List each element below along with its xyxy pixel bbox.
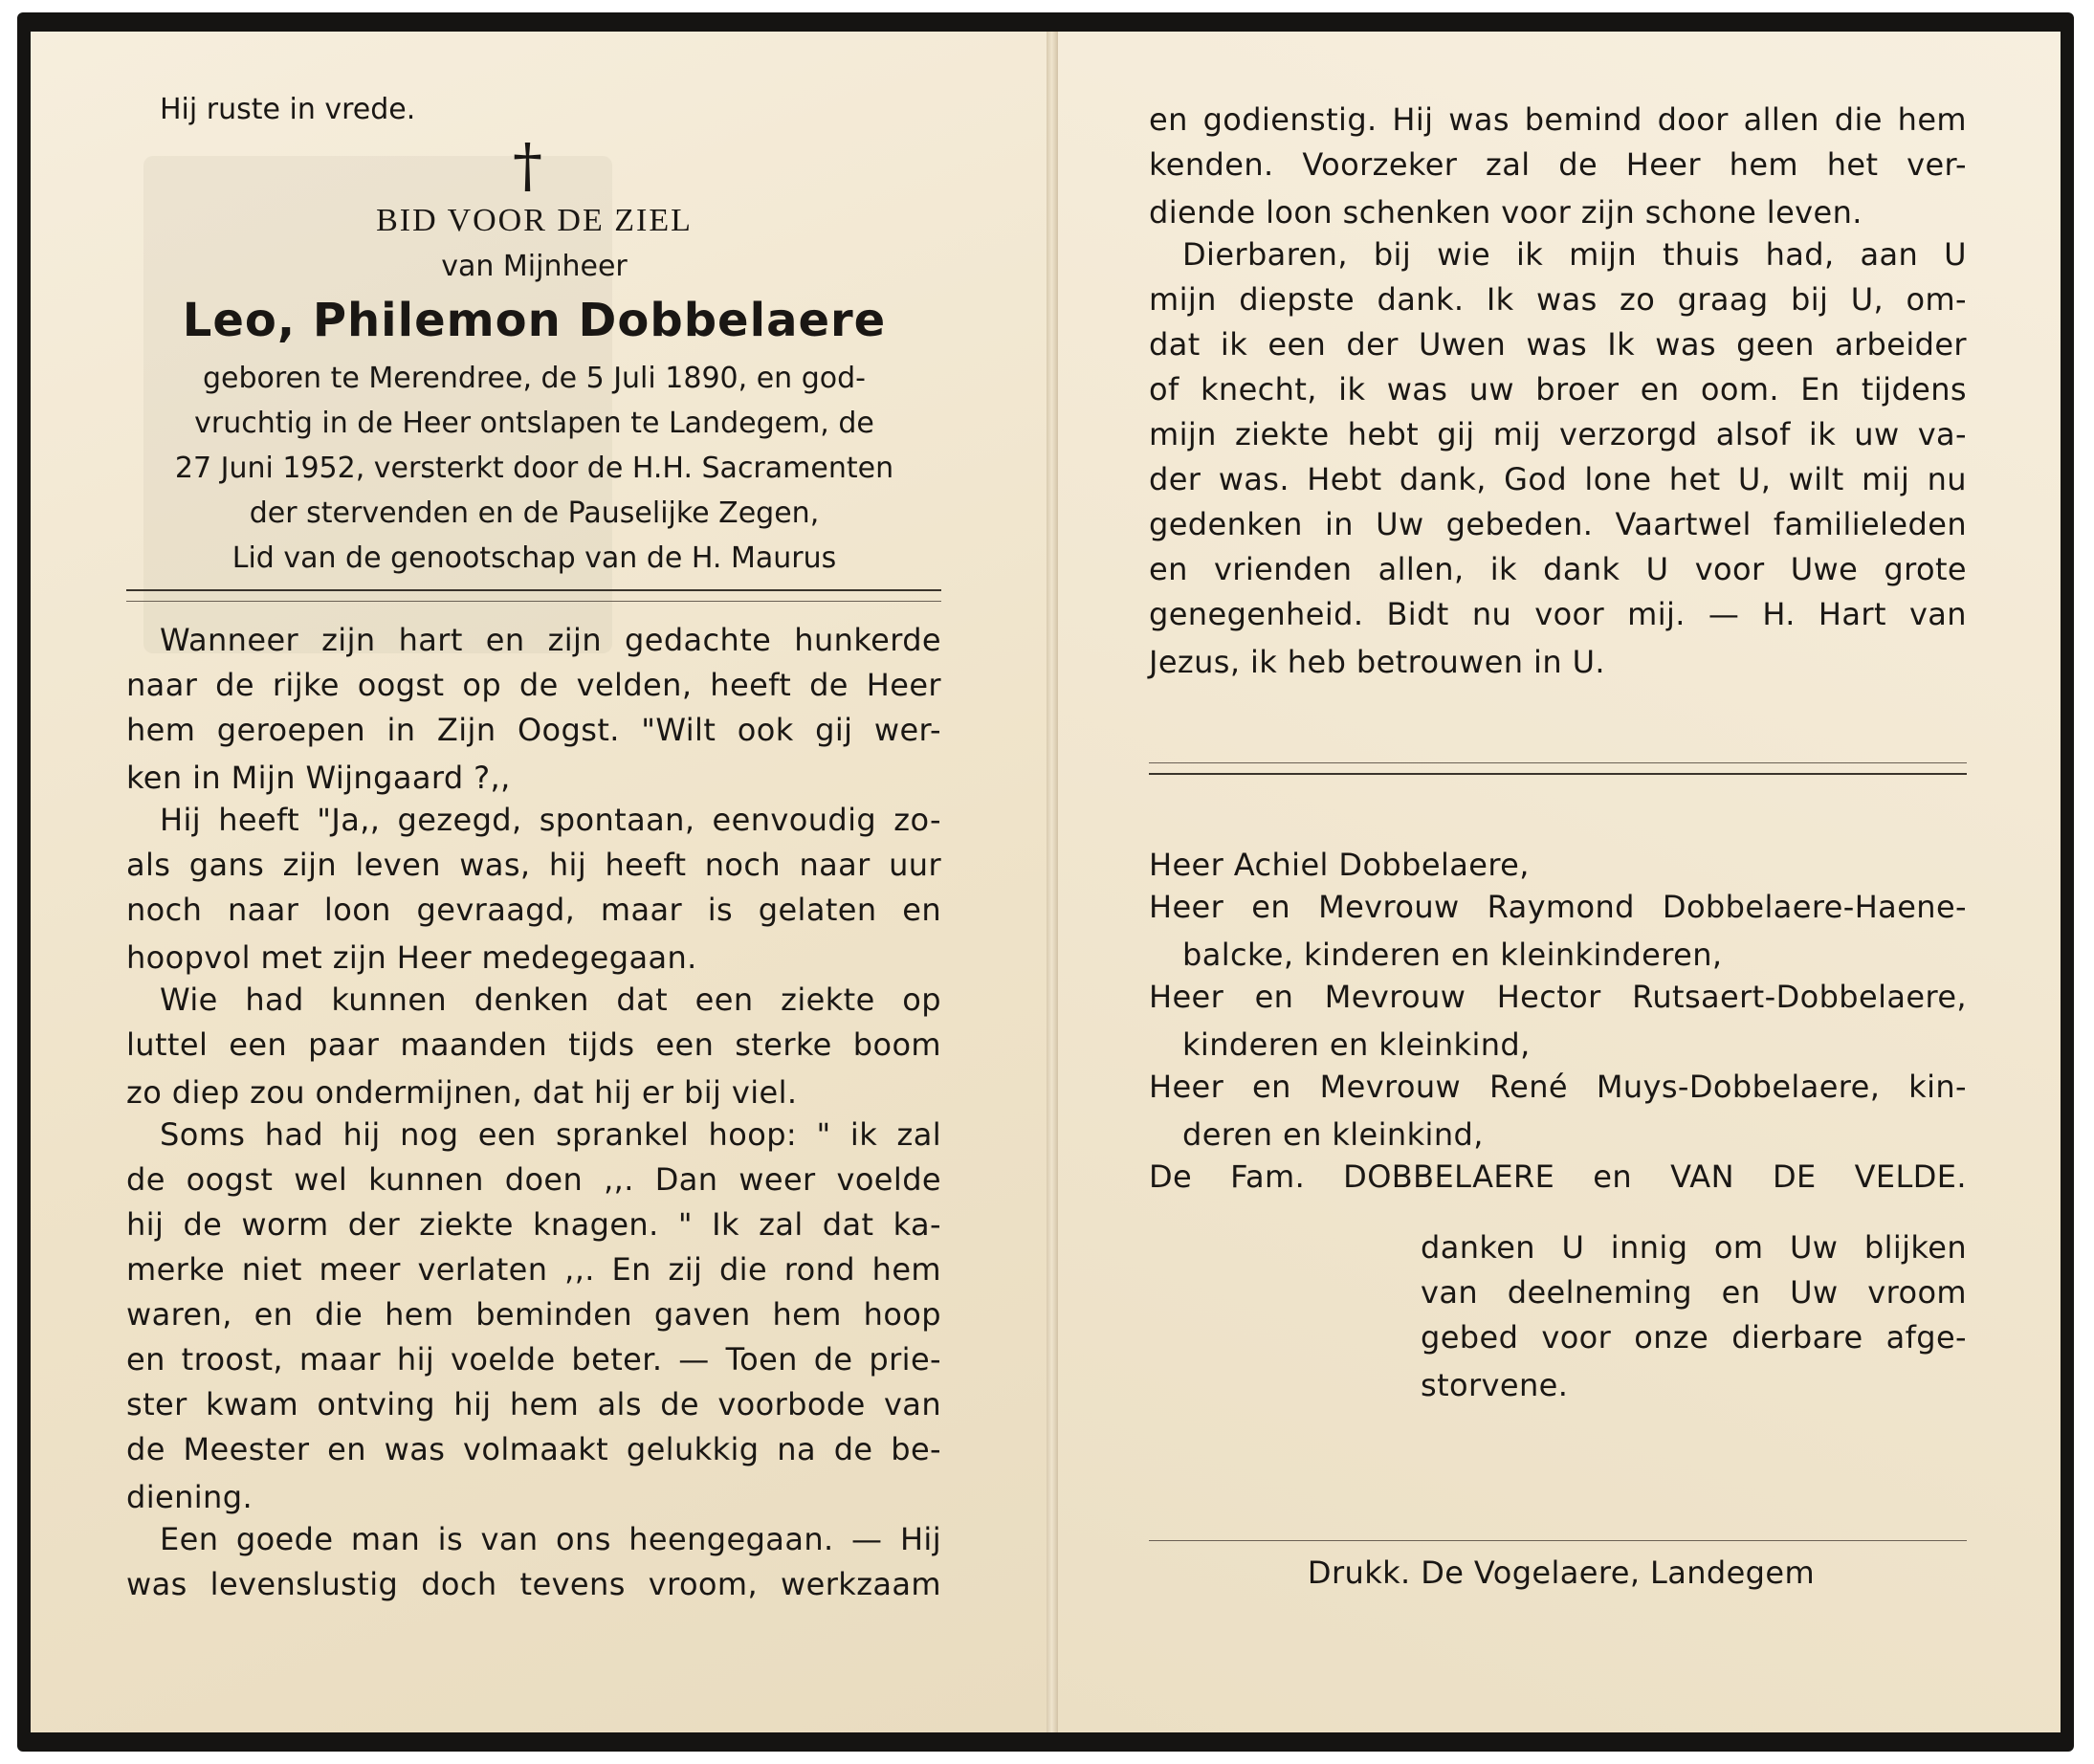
- van-mijnheer: van Mijnheer: [441, 250, 628, 283]
- family-line: Heer en Mevrouw Hector Rutsaert-Dobbelaere,: [1149, 979, 1967, 1015]
- bio-line: der stervenden en de Pauselijke Zegen,: [249, 496, 820, 530]
- family-line: De Fam. DOBBELAERE en VAN DE VELDE.: [1149, 1158, 1967, 1195]
- text-line: hem geroepen in Zijn Oogst. "Wilt ook gij wer-: [126, 712, 941, 748]
- printer-credit: Drukk. De Vogelaere, Landegem: [1307, 1555, 1816, 1591]
- divider: [1149, 1540, 1967, 1541]
- text-line: hij de worm der ziekte knagen. " Ik zal dat ka-: [126, 1206, 941, 1243]
- page-fold: [1047, 32, 1058, 1732]
- text-line: naar de rijke oogst op de velden, heeft de Heer: [126, 667, 941, 703]
- text-line: de Meester en was volmaakt gelukkig na de be-: [126, 1431, 941, 1467]
- text-line: Wie had kunnen denken dat een ziekte op: [160, 981, 941, 1018]
- family-line: Heer en Mevrouw René Muys-Dobbelaere, kin-: [1149, 1069, 1967, 1105]
- text-line: Wanneer zijn hart en zijn gedachte hunkerde: [160, 622, 941, 658]
- cross-icon: †: [513, 130, 542, 200]
- bio-line: geboren te Merendree, de 5 Juli 1890, en god-: [203, 362, 866, 395]
- text-line: der was. Hebt dank, God lone het U, wilt mij nu: [1149, 461, 1967, 497]
- text-line: genegenheid. Bidt nu voor mij. — H. Hart van: [1149, 596, 1967, 632]
- text-line: kenden. Voorzeker zal de Heer hem het ver-: [1149, 146, 1967, 183]
- text-line: en vrienden allen, ik dank U voor Uwe grote: [1149, 551, 1967, 587]
- text-line: de oogst wel kunnen doen ,,. Dan weer voelde: [126, 1161, 941, 1198]
- text-line: ken in Mijn Wijngaard ?,,: [126, 760, 511, 796]
- text-line: Hij heeft "Ja,, gezegd, spontaan, eenvoudig zo-: [160, 802, 941, 838]
- text-line: en troost, maar hij voelde beter. — Toen de prie-: [126, 1341, 941, 1378]
- divider: [1149, 773, 1967, 775]
- thanks-line: van deelneming en Uw vroom: [1421, 1274, 1967, 1311]
- text-line: als gans zijn leven was, hij heeft noch naar uur: [126, 847, 941, 883]
- divider: [1149, 762, 1967, 763]
- thanks-line: danken U innig om Uw blijken: [1421, 1229, 1967, 1266]
- text-line: luttel een paar maanden tijds een sterke boom: [126, 1026, 941, 1063]
- text-line: Jezus, ik heb betrouwen in U.: [1149, 644, 1605, 680]
- family-line: kinderen en kleinkind,: [1182, 1026, 1531, 1063]
- family-line: Heer en Mevrouw Raymond Dobbelaere-Haene-: [1149, 889, 1967, 925]
- text-line: Soms had hij nog een sprankel hoop: " ik zal: [160, 1116, 941, 1153]
- text-line: zo diep zou ondermijnen, dat hij er bij viel.: [126, 1074, 798, 1111]
- family-line: deren en kleinkind,: [1182, 1116, 1484, 1153]
- text-line: Dierbaren, bij wie ik mijn thuis had, aan U: [1182, 236, 1967, 273]
- text-line: was levenslustig doch tevens vroom, werkzaam: [126, 1566, 941, 1602]
- text-line: diening.: [126, 1479, 253, 1515]
- divider: [126, 601, 941, 602]
- text-line: en godienstig. Hij was bemind door allen die hem: [1149, 101, 1967, 138]
- text-line: of knecht, ik was uw broer en oom. En tijdens: [1149, 371, 1967, 408]
- bio-line: 27 Juni 1952, versterkt door de H.H. Sacramenten: [174, 452, 894, 485]
- text-line: ster kwam ontving hij hem als de voorbode van: [126, 1386, 941, 1422]
- heading: BID VOOR DE ZIEL: [376, 203, 693, 238]
- text-line: gedenken in Uw gebeden. Vaartwel familieleden: [1149, 506, 1967, 542]
- text-line: diende loon schenken voor zijn schone leven.: [1149, 194, 1863, 231]
- divider: [126, 589, 941, 591]
- bio-line: vruchtig in de Heer ontslapen te Landegem, de: [194, 407, 874, 440]
- deceased-name: Leo, Philemon Dobbelaere: [182, 294, 887, 347]
- text-line: merke niet meer verlaten ,,. En zij die rond hem: [126, 1251, 941, 1288]
- bio-line: Lid van de genootschap van de H. Maurus: [231, 541, 837, 575]
- family-line: balcke, kinderen en kleinkinderen,: [1182, 937, 1723, 973]
- epigraph: Hij ruste in vrede.: [160, 93, 416, 126]
- text-line: dat ik een der Uwen was Ik was geen arbeider: [1149, 326, 1967, 363]
- text-line: mijn ziekte hebt gij mij verzorgd alsof ik uw va-: [1149, 416, 1967, 452]
- text-line: Een goede man is van ons heengegaan. — Hij: [160, 1521, 941, 1557]
- text-line: hoopvol met zijn Heer medegegaan.: [126, 939, 697, 976]
- thanks-line: storvene.: [1421, 1367, 1569, 1403]
- text-line: noch naar loon gevraagd, maar is gelaten en: [126, 892, 941, 928]
- thanks-line: gebed voor onze dierbare afge-: [1421, 1319, 1967, 1356]
- text-line: waren, en die hem beminden gaven hem hoop: [126, 1296, 941, 1333]
- family-line: Heer Achiel Dobbelaere,: [1149, 847, 1530, 883]
- text-line: mijn diepste dank. Ik was zo graag bij U, om-: [1149, 281, 1967, 318]
